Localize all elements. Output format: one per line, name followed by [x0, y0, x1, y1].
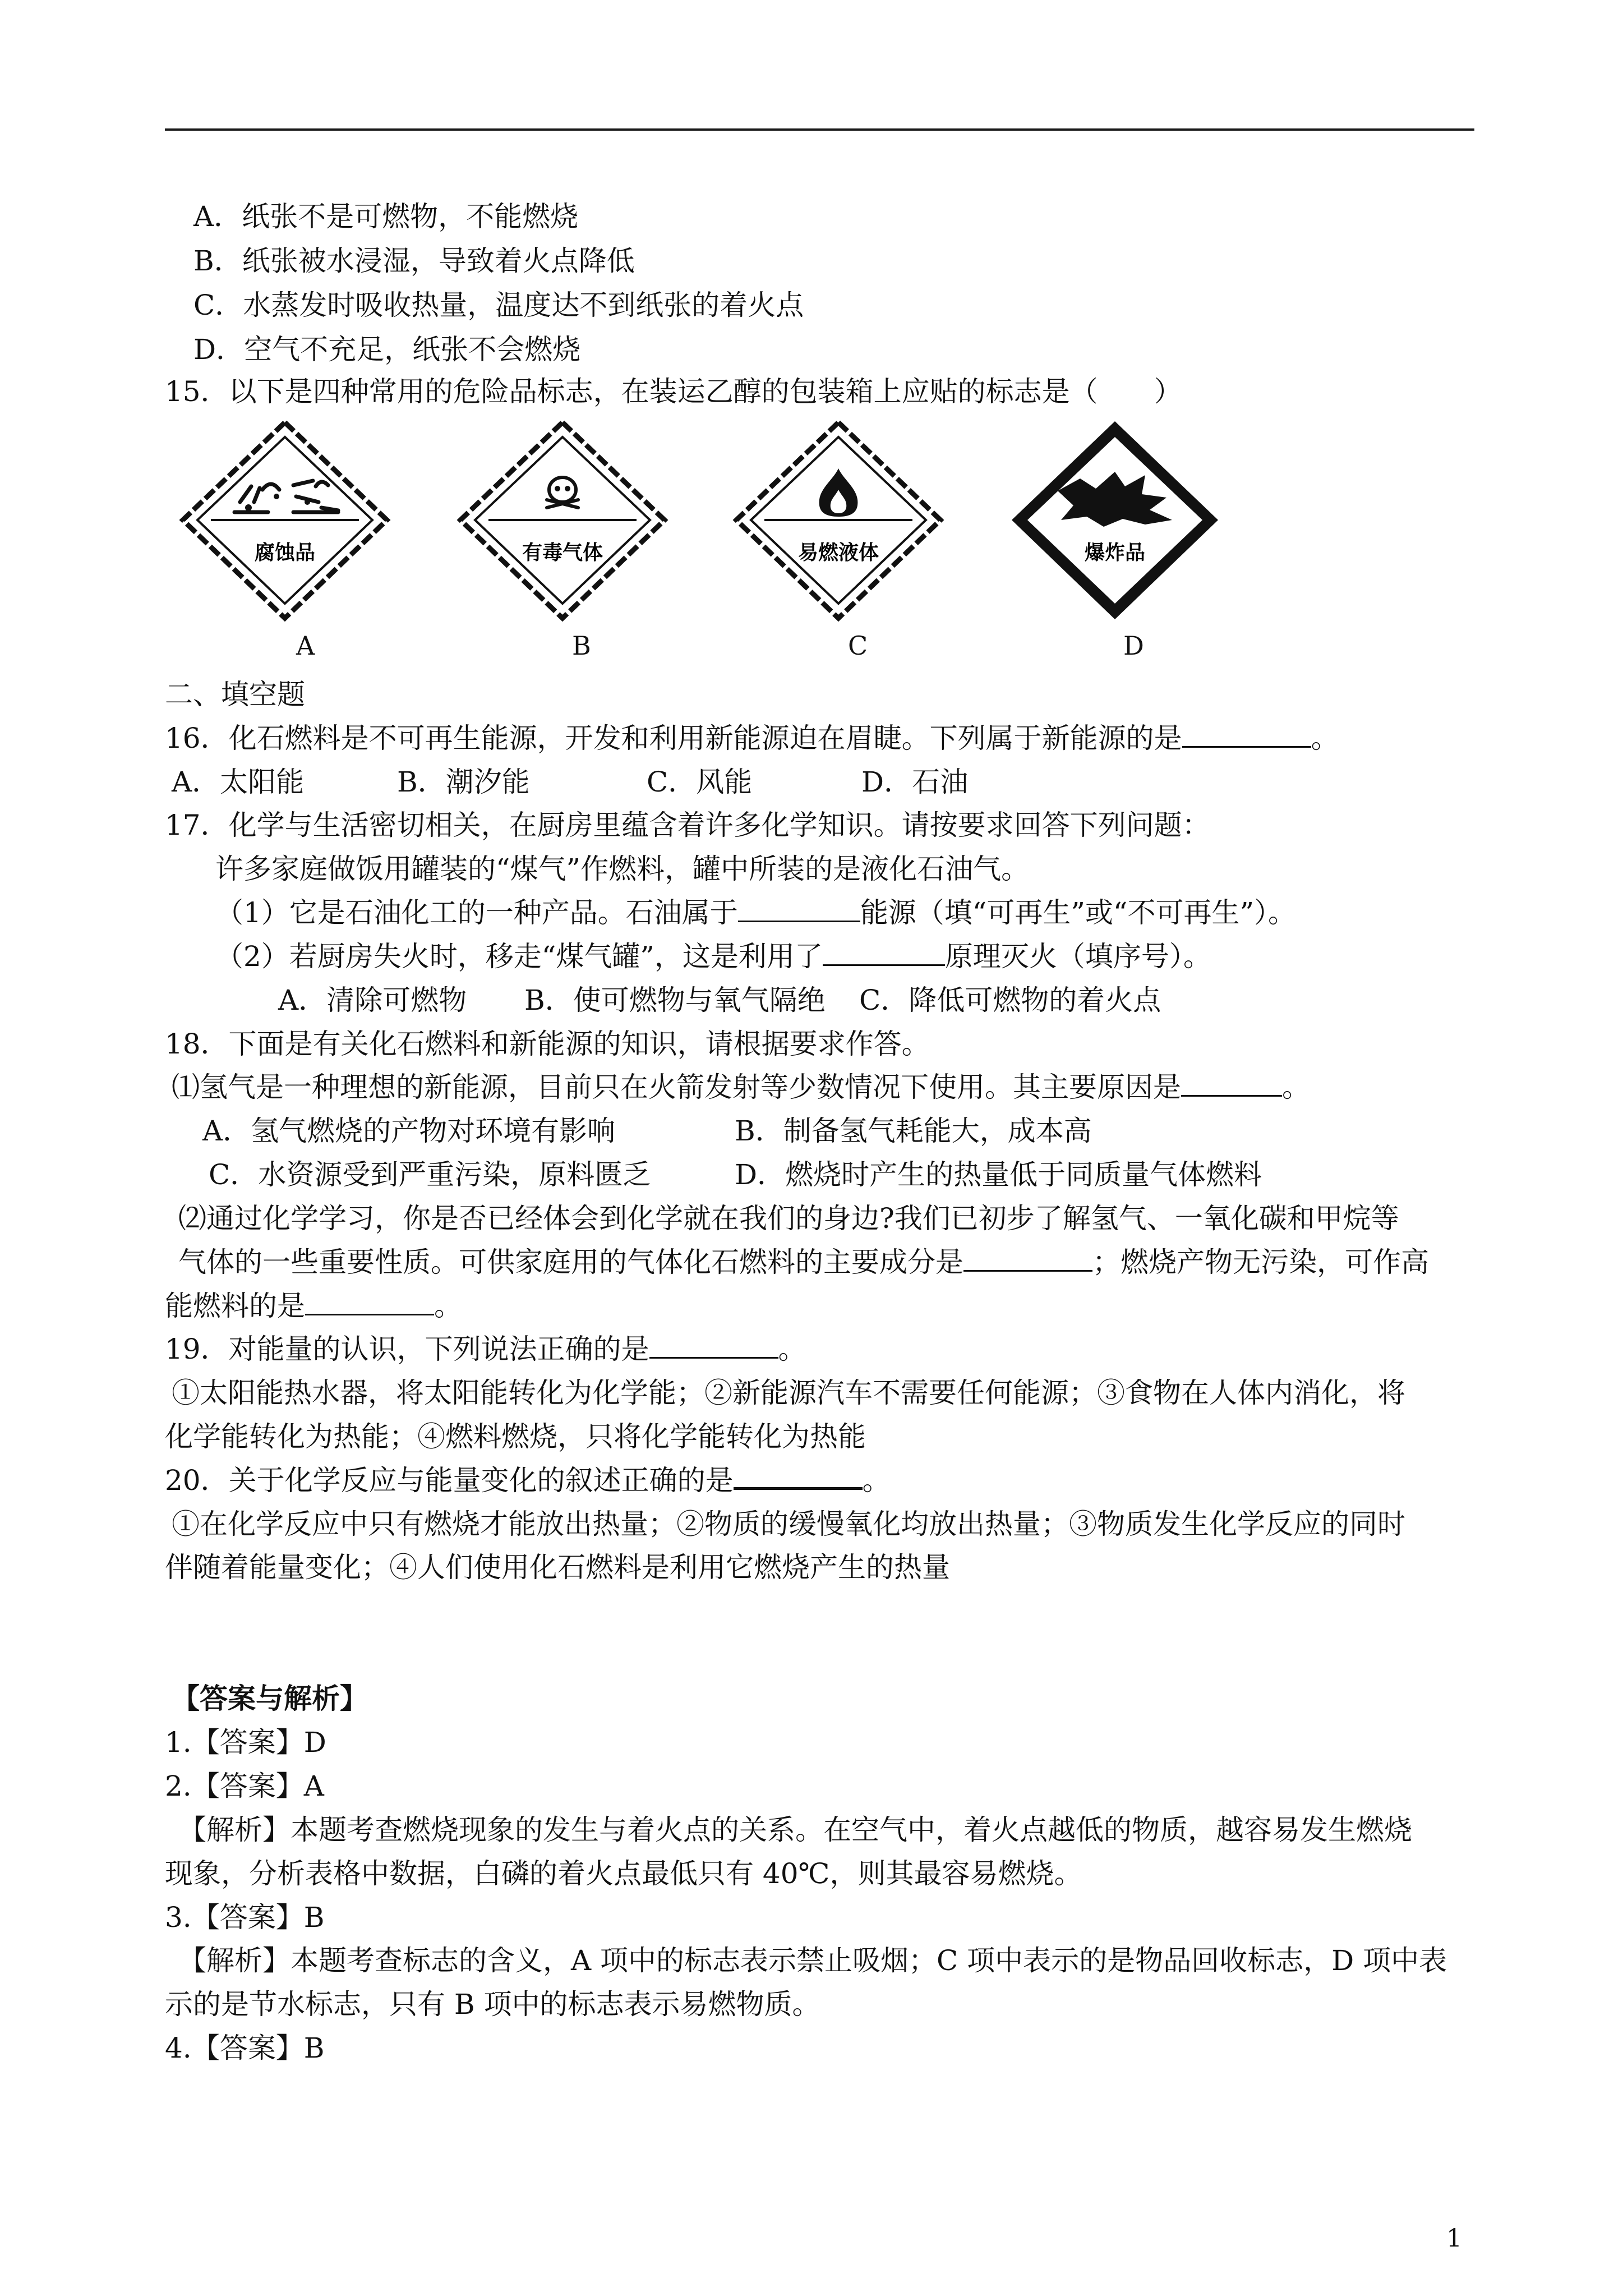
q16-option-c: C．风能 [647, 766, 753, 798]
q17-option-c: C．降低可燃物的着火点 [859, 984, 1161, 1016]
sign-label-d: 爆炸品 [1084, 541, 1146, 564]
q18-part2-line1: ⑵通过化学学习，你是否已经体会到化学就在我们的身边?我们已初步了解氢气、一氧化碳和甲烷等 [178, 1202, 1399, 1235]
q18-part2-line2: 气体的一些重要性质。可供家庭用的气体化石燃料的主要成分是 ；燃烧产物无污染，可作高 [178, 1246, 1429, 1278]
q18-option-b: B．制备氢气耗能大，成本高 [735, 1115, 1092, 1147]
q19-blank [649, 1332, 778, 1359]
q18-option-c: C．水资源受到严重污染，原料匮乏 [209, 1158, 651, 1191]
q17-part1: （1）它是石油化工的一种产品。石油属于 能源（填“可再生”或“不可再生”）。 [215, 896, 1297, 929]
q14-option-b: B．纸张被水浸湿，导致着火点降低 [193, 245, 635, 277]
q20-stem: 20．关于化学反应与能量变化的叙述正确的是 。 [165, 1459, 891, 1502]
q18-part1-blank [1181, 1070, 1282, 1097]
header-rule [165, 128, 1474, 131]
q16-option-b: B．潮汐能 [397, 766, 530, 798]
q14-option-d: D．空气不充足，纸张不会燃烧 [193, 333, 581, 366]
q17-intro: 许多家庭做饭用罐装的“煤气”作燃料，罐中所装的是液化石油气。 [215, 853, 1030, 885]
corrosive-icon [178, 418, 391, 623]
sign-caption-c: C [848, 631, 868, 661]
flame-icon [732, 418, 945, 623]
answer-2-explanation-line2: 现象，分析表格中数据，白磷的着火点最低只有 40℃，则其最容易燃烧。 [165, 1857, 1082, 1890]
answer-2: 2.【答案】A [165, 1770, 324, 1802]
answer-4: 4.【答案】B [165, 2032, 325, 2064]
answer-3-explanation-line2: 示的是节水标志，只有 B 项中的标志表示易燃物质。 [165, 1988, 820, 2021]
q20-line1: ①在化学反应中只有燃烧才能放出热量；②物质的缓慢氧化均放出热量；③物质发生化学反应的同时 [172, 1508, 1405, 1540]
q14-option-c: C．水蒸发时吸收热量，温度达不到纸张的着火点 [193, 289, 804, 321]
answer-3: 3.【答案】B [165, 1901, 325, 1934]
q18-part1: ⑴氢气是一种理想的新能源，目前只在火箭发射等少数情况下使用。其主要原因是 。 [172, 1071, 1310, 1103]
q17-part2: （2）若厨房失火时，移走“煤气罐”，这是利用了 原理灭火（填序号）。 [215, 940, 1211, 973]
q17-part1-blank [738, 896, 860, 922]
sign-label-b: 有毒气体 [522, 541, 603, 564]
page-number: 1 [1446, 2224, 1462, 2253]
hazard-sign-c [732, 418, 945, 623]
answers-heading: 【答案与解析】 [172, 1682, 368, 1715]
q14-option-a: A．纸张不是可燃物，不能燃烧 [193, 200, 579, 233]
answer-1: 1.【答案】D [165, 1726, 326, 1759]
q18-option-a: A．氢气燃烧的产物对环境有影响 [202, 1115, 616, 1147]
section-heading-fill-in: 二、填空题 [165, 678, 305, 711]
sign-caption-b: B [572, 631, 591, 661]
explosion-icon [1008, 418, 1221, 623]
answer-3-explanation-line1: 【解析】本题考查标志的含义，A 项中的标志表示禁止吸烟；C 项中表示的是物品回收标志，D 项中表 [178, 1944, 1447, 1977]
sign-label-a: 腐蚀品 [254, 541, 316, 564]
q16-stem: 16．化石燃料是不可再生能源，开发和利用新能源迫在眉睫。下列属于新能源的是 。 [165, 722, 1339, 754]
q19-line2: 化学能转化为热能；④燃料燃烧，只将化学能转化为热能 [165, 1420, 866, 1453]
q19-line1: ①太阳能热水器，将太阳能转化为化学能；②新能源汽车不需要任何能源；③食物在人体内消化，将 [172, 1377, 1405, 1409]
q18-part2-line3: 能燃料的是 。 [165, 1290, 462, 1322]
q17-part2-blank [823, 940, 945, 966]
q20-line2: 伴随着能量变化；④人们使用化石燃料是利用它燃烧产生的热量 [165, 1551, 950, 1584]
answer-2-explanation-line1: 【解析】本题考查燃烧现象的发生与着火点的关系。在空气中，着火点越低的物质，越容易发生燃烧 [178, 1814, 1412, 1846]
q16-blank [1182, 721, 1311, 748]
q16-option-a: A．太阳能 [172, 766, 305, 798]
toxic-skull-icon [456, 418, 669, 623]
sign-caption-a: A [296, 631, 315, 661]
q17-option-b: B．使可燃物与氧气隔绝 [524, 984, 826, 1016]
sign-label-c: 易燃液体 [797, 541, 879, 564]
q18-stem: 18．下面是有关化石燃料和新能源的知识，请根据要求作答。 [165, 1028, 930, 1060]
hazard-sign-d [1008, 418, 1221, 623]
q17-stem: 17．化学与生活密切相关，在厨房里蕴含着许多化学知识。请按要求回答下列问题： [165, 809, 1210, 841]
hazard-sign-b [456, 418, 669, 623]
q19-stem: 19．对能量的认识，下列说法正确的是 。 [165, 1333, 806, 1365]
sign-caption-d: D [1123, 631, 1144, 661]
q20-blank [734, 1462, 863, 1490]
q16-option-d: D．石油 [861, 766, 969, 798]
q18-part2-blank2 [305, 1289, 434, 1315]
q17-option-a: A．清除可燃物 [278, 984, 467, 1016]
q15-stem: 15．以下是四种常用的危险品标志，在装运乙醇的包装箱上应贴的标志是（ ） [165, 375, 1182, 408]
hazard-sign-a [178, 418, 391, 623]
q18-option-d: D．燃烧时产生的热量低于同质量气体燃料 [735, 1158, 1262, 1191]
q18-part2-blank1 [963, 1245, 1092, 1272]
